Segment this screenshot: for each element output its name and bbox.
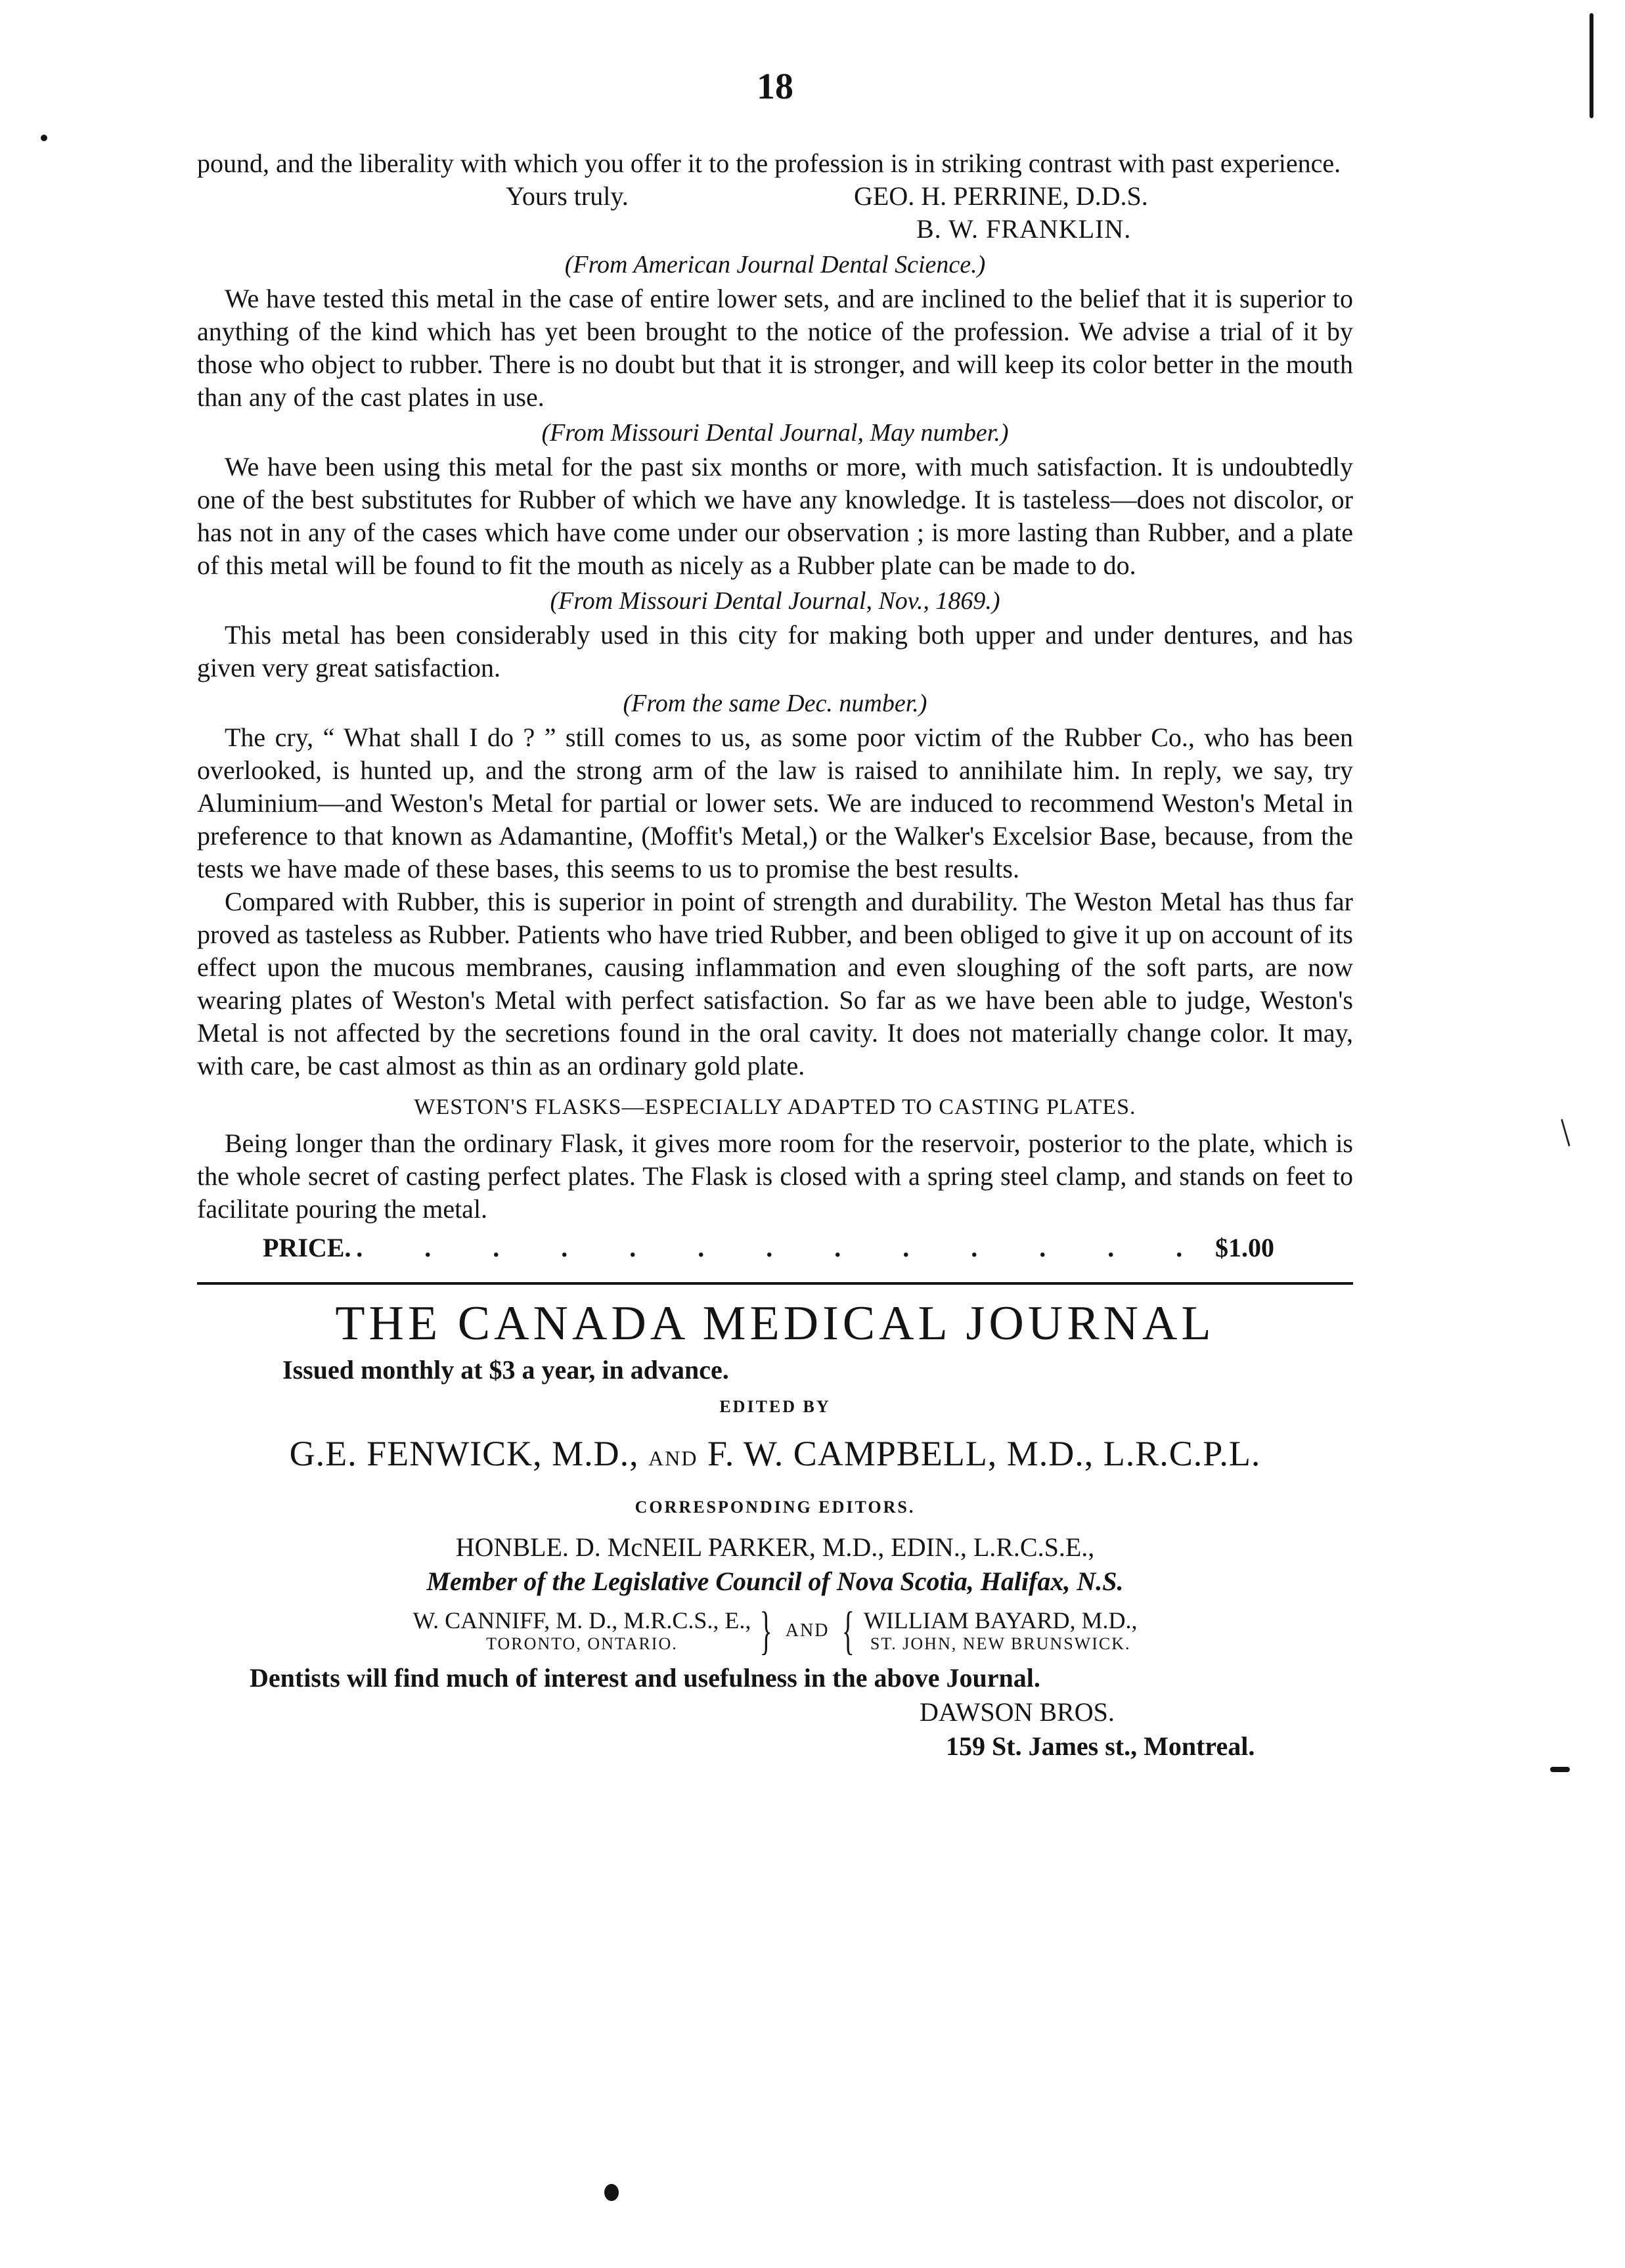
corresponding-editors-label: CORRESPONDING EDITORS. — [634, 1498, 916, 1517]
margin-speck — [604, 2184, 619, 2201]
publisher-name: DAWSON BROS. — [920, 1697, 1115, 1727]
editor-fenwick: G.E. FENWICK, M.D., — [289, 1434, 639, 1473]
editor-campbell: F. W. CAMPBELL, M.D., L.R.C.P.L. — [707, 1434, 1261, 1473]
corr-editor-place: TORONTO, ONTARIO. — [486, 1634, 678, 1653]
corr-and: AND — [785, 1620, 830, 1641]
signer-perrine: GEO. H. PERRINE, D.D.S. — [854, 181, 1148, 211]
page-number: 18 — [757, 66, 793, 107]
corr-editor-name: WILLIAM BAYARD, M.D., — [863, 1607, 1138, 1634]
margin-speck — [1550, 1767, 1570, 1772]
signer-franklin: B. W. FRANKLIN. — [916, 214, 1132, 244]
margin-speck — [41, 135, 47, 141]
testimonial-paragraph: The cry, “ What shall I do ? ” still comes to us, as some poor victim of the Rubber Co., who has been overlooked, is hunted up, and the strong arm of the law is raised to annihilate him. In reply, we say, try Aluminium—and Weston's Metal for partial or lower sets. We are induced to recommend Weston's Metal in preference to that known as Adamantine, (Moffit's Metal,) or the Walker's Excelsior Base, because, from the tests we have made of these bases, this seems to us to promise the best results. — [197, 723, 1353, 883]
price-leader-dots: . . . . . . . . . . . . . — [356, 1233, 1211, 1262]
testimonial-source: (From Missouri Dental Journal, May number.) — [541, 419, 1009, 447]
journal-title: THE CANADA MEDICAL JOURNAL — [335, 1297, 1215, 1350]
flasks-description: Being longer than the ordinary Flask, it gives more room for the reservoir, posterior to the plate, which is the whole secret of casting perfect plates. The Flask is closed with a spring steel clamp, and stands on feet to facilitate pouring the metal. — [197, 1128, 1353, 1224]
testimonial-source: (From American Journal Dental Science.) — [564, 251, 986, 278]
corr-editor-bayard — [864, 1607, 1138, 1655]
testimonial-paragraph: This metal has been considerably used in this city for making both upper and under dentures, and has given very great satisfaction. — [197, 620, 1353, 682]
corr-editors-pair — [197, 1602, 1353, 1660]
margin-pen-mark: / — [1548, 1111, 1582, 1153]
corr-editor-parker-role: Member of the Legislative Council of Nova Scotia, Halifax, N.S. — [426, 1567, 1124, 1596]
corr-editor-canniff — [412, 1607, 751, 1655]
price-row — [197, 1230, 1353, 1266]
editors-and: AND — [648, 1446, 698, 1470]
testimonial-source: (From the same Dec. number.) — [623, 690, 927, 717]
publisher-block — [197, 1695, 1353, 1764]
corr-editor-name: W. CANNIFF, M. D., M.R.C.S., E., — [412, 1607, 751, 1634]
corr-editor-parker: HONBLE. D. McNEIL PARKER, M.D., EDIN., L.R.C.S.E., — [455, 1532, 1095, 1562]
margin-speck — [1590, 13, 1593, 118]
journal-closing-note: Dentists will find much of interest and usefulness in the above Journal. — [250, 1663, 1040, 1693]
document-page — [197, 53, 1353, 1764]
publisher-address: 159 St. James st., Montreal. — [946, 1731, 1255, 1761]
testimonial-paragraph: We have tested this metal in the case of entire lower sets, and are inclined to the belief that it is superior to anything of the kind which has yet been brought to the notice of the profession. We advise a trial of it by those who object to rubber. There is no doubt but that it is stronger, and will keep its color better in the mouth than any of the cast plates in use. — [197, 284, 1353, 412]
edited-by-label: EDITED BY — [719, 1397, 831, 1416]
testimonial-source: (From Missouri Dental Journal, Nov., 1869.) — [550, 587, 1000, 615]
section-divider — [197, 1282, 1353, 1285]
letter-signature — [197, 180, 1353, 246]
testimonial-paragraph: Compared with Rubber, this is superior in point of strength and durability. The Weston Metal has thus far proved as tasteless as Rubber. Patients who have tried Rubber, and been obliged to give it up on account of its effect upon the mucous membranes, causing inflammation and even sloughing of the soft parts, are now wearing plates of Weston's Metal with perfect satisfaction. So far as we have been able to judge, Weston's Metal is not affected by the secretions found in the oral cavity. It does not materially change color. It may, with care, be cast almost as thin as an ordinary gold plate. — [197, 887, 1353, 1080]
brace-right: } — [759, 1602, 773, 1660]
journal-editors — [197, 1431, 1353, 1481]
corr-editor-place: ST. JOHN, NEW BRUNSWICK. — [870, 1634, 1131, 1653]
brace-left: { — [842, 1602, 855, 1660]
letter-closing: Yours truly. — [506, 181, 629, 211]
flasks-heading: WESTON'S FLASKS—ESPECIALLY ADAPTED TO CASTING PLATES. — [414, 1095, 1136, 1119]
testimonial-paragraph: We have been using this metal for the past six months or more, with much satisfaction. It is undoubtedly one of the best substitutes for Rubber of which we have any knowledge. It is tasteless—does not discolor, or has not in any of the cases which have come under our observation ; is more lasting than Rubber, and a plate of this metal will be found to fit the mouth as nicely as a Rubber plate can be made to do. — [197, 452, 1353, 580]
price-value: $1.00 — [1214, 1233, 1274, 1262]
journal-subtitle: Issued monthly at $3 a year, in advance. — [282, 1355, 729, 1385]
letter-continuation: pound, and the liberality with which you offer it to the profession is in striking contrast with past experience. — [197, 148, 1341, 178]
price-label: PRICE. — [263, 1233, 351, 1262]
